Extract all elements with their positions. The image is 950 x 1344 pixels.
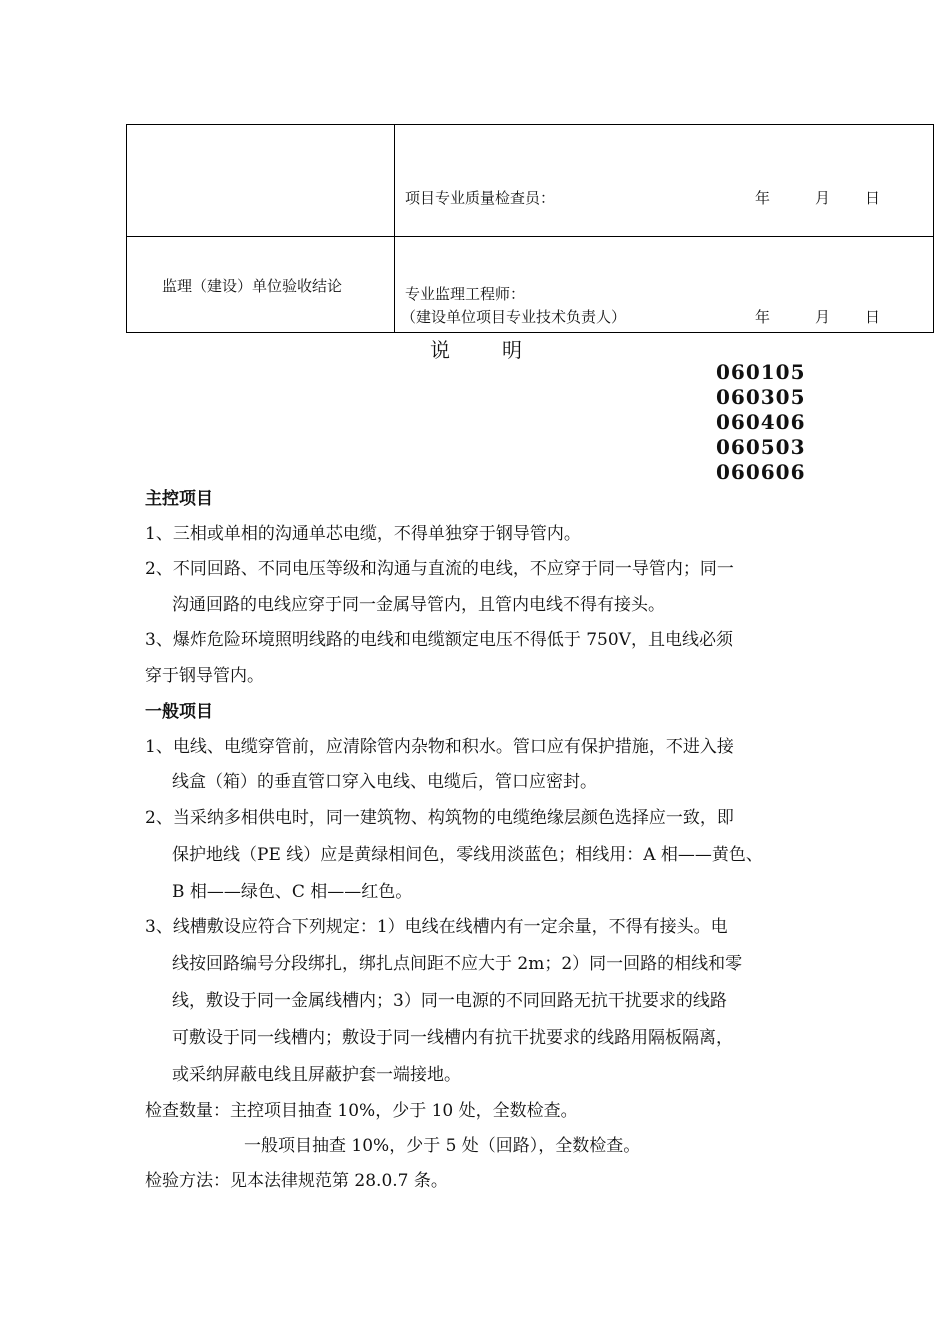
main-line: 沟通回路的电线应穿于同一金属导管内，且管内电线不得有接头。: [172, 595, 665, 615]
month-label: 月: [815, 308, 831, 326]
code-item: 060606: [716, 460, 806, 484]
table-cell-engineer: [395, 237, 934, 333]
engineer-label: 专业监理工程师：: [405, 285, 526, 303]
main-line: 穿于钢导管内。: [145, 666, 264, 686]
check-quantity-line: 检查数量：主控项目抽查 10%，少于 10 处，全数检查。: [145, 1101, 578, 1121]
main-line: 2、不同回路、不同电压等级和沟通与直流的电线，不应穿于同一导管内；同一: [145, 559, 734, 579]
code-item: 060406: [716, 410, 806, 434]
table-cell-inspector: [395, 125, 934, 237]
general-line: B 相——绿色、C 相——红色。: [172, 882, 413, 902]
month-label: 月: [815, 189, 831, 207]
general-line: 保护地线（PE 线）应是黄绿相间色，零线用淡蓝色；相线用：A 相——黄色、: [172, 845, 763, 865]
code-item: 060503: [716, 435, 806, 459]
day-label: 日: [865, 308, 881, 326]
year-label: 年: [755, 189, 771, 207]
general-line: 线盒（箱）的垂直管口穿入电线、电缆后，管口应密封。: [172, 772, 597, 792]
main-line: 3、爆炸危险环境照明线路的电线和电缆额定电压不得低于 750V，且电线必须: [145, 630, 733, 650]
general-line: 或采纳屏蔽电线且屏蔽护套一端接地。: [172, 1065, 461, 1085]
code-item: 060105: [716, 360, 806, 384]
explain-title-char-2: 明: [502, 338, 522, 362]
check-quantity-line: 一般项目抽查 10%，少于 5 处（回路），全数检查。: [244, 1136, 641, 1156]
day-label: 日: [865, 189, 881, 207]
inspector-label: 项目专业质量检查员：: [405, 189, 556, 207]
table-cell-conclusion: [127, 237, 395, 333]
explain-title-char-1: 说: [430, 338, 450, 362]
conclusion-label: 监理（建设）单位验收结论: [162, 277, 343, 295]
table-row: [127, 125, 934, 237]
general-line: 线，敷设于同一金属线槽内；3）同一电源的不同回路无抗干扰要求的线路: [172, 991, 727, 1011]
general-line: 2、当采纳多相供电时，同一建筑物、构筑物的电缆绝缘层颜色选择应一致，即: [145, 808, 734, 828]
main-items-heading: 主控项目: [145, 489, 213, 509]
code-list: [716, 360, 806, 485]
general-line: 3、线槽敷设应符合下列规定：1）电线在线槽内有一定余量，不得有接头。电: [145, 917, 728, 937]
general-line: 1、电线、电缆穿管前，应清除管内杂物和积水。管口应有保护措施，不进入接: [145, 737, 734, 757]
owner-label: （建设单位项目专业技术负责人）: [401, 308, 627, 326]
general-line: 线按回路编号分段绑扎，绑扎点间距不应大于 2m；2）同一回路的相线和零: [172, 954, 743, 974]
year-label: 年: [755, 308, 771, 326]
table-row: [127, 237, 934, 333]
general-line: 可敷设于同一线槽内；敷设于同一线槽内有抗干扰要求的线路用隔板隔离，: [172, 1028, 733, 1048]
table-cell-empty: [127, 125, 395, 237]
signature-table: [126, 124, 934, 333]
main-line: 1、三相或单相的沟通单芯电缆，不得单独穿于钢导管内。: [145, 524, 581, 544]
check-method-line: 检验方法：见本法律规范第 28.0.7 条。: [145, 1171, 448, 1191]
general-items-heading: 一般项目: [145, 702, 213, 722]
code-item: 060305: [716, 385, 806, 409]
